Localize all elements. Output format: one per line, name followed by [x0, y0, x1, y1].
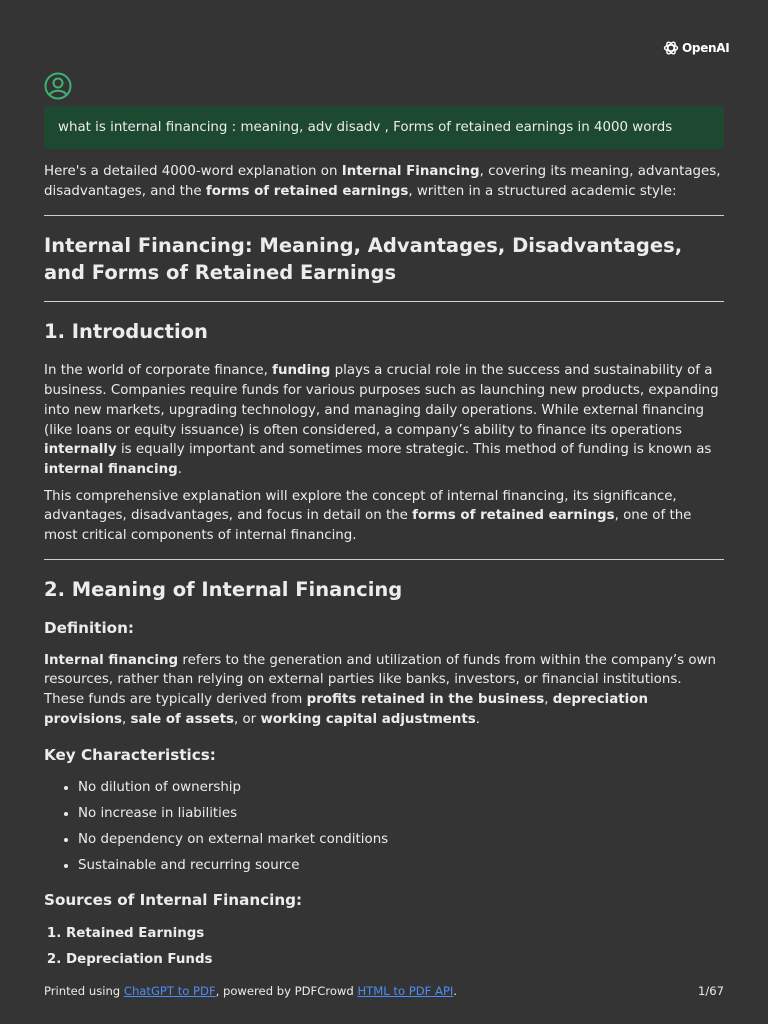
- page-number: 1/67: [697, 984, 724, 998]
- list-item: 1. Retained Earnings: [66, 924, 724, 943]
- definition-heading: Definition:: [44, 618, 134, 637]
- footer-credit: Printed using ChatGPT to PDF, powered by PDFCrowd HTML to PDF API.: [44, 984, 458, 998]
- definition-paragraph: Internal financing refers to the generation and utilization of funds from within the company’s own resources, rather than relying on external parties like banks, investors, or financial institutions. These funds are typically derived from profits retained in the business, depreciation provisions, sale of assets, or working capital adjustments.: [44, 652, 716, 727]
- divider: [44, 301, 724, 302]
- response-content: [44, 162, 724, 976]
- divider: [44, 559, 724, 560]
- openai-logo: [663, 40, 729, 56]
- list-item: • No dependency on external market conditions: [78, 830, 724, 849]
- page-footer: [44, 984, 724, 998]
- introduction-paragraph-2: This comprehensive explanation will explore the concept of internal financing, its significance, advantages, disadvantages, and focus in detail on the forms of retained earnings, one of the most critical components of internal financing.: [44, 488, 692, 544]
- chatgpt-to-pdf-link[interactable]: ChatGPT to PDF: [123, 984, 216, 998]
- openai-logo-icon: [663, 40, 679, 56]
- user-avatar-icon: [44, 72, 72, 100]
- document-title: Internal Financing: Meaning, Advantages, Disadvantages, and Forms of Retained Earnings: [44, 234, 683, 285]
- prompt-text: what is internal financing : meaning, adv disadv , Forms of retained earnings in 4000 words: [58, 120, 673, 135]
- logo-text: OpenAI: [682, 41, 730, 55]
- list-item: • No increase in liabilities: [78, 804, 724, 823]
- list-item: • No dilution of ownership: [78, 778, 724, 797]
- intro-paragraph: Here's a detailed 4000-word explanation on Internal Financing, covering its meaning, advantages, disadvantages, and the forms of retained earnings, written in a structured academic style:: [44, 164, 721, 199]
- user-prompt: [44, 106, 724, 149]
- section-heading-introduction: 1. Introduction: [44, 320, 208, 344]
- introduction-paragraph-1: In the world of corporate finance, funding plays a crucial role in the success and sustainability of a business. Companies require funds for various purposes such as launching new products, expanding into new markets, upgrading technology, and managing daily operations. While external financing (like loans or equity issuance) is often considered, a company’s ability to finance its operations internally is equally important and sometimes more strategic. This method of funding is known as internal financing.: [44, 363, 719, 477]
- list-item: • Sustainable and recurring source: [78, 856, 724, 875]
- section-heading-meaning: 2. Meaning of Internal Financing: [44, 577, 403, 601]
- html-to-pdf-api-link[interactable]: HTML to PDF API: [357, 984, 454, 998]
- divider: [44, 215, 724, 216]
- key-characteristics-heading: Key Characteristics:: [44, 745, 216, 764]
- sources-list: [44, 924, 724, 969]
- list-item: 2. Depreciation Funds: [66, 950, 724, 969]
- sources-heading: Sources of Internal Financing:: [44, 890, 303, 909]
- key-characteristics-list: [44, 778, 724, 875]
